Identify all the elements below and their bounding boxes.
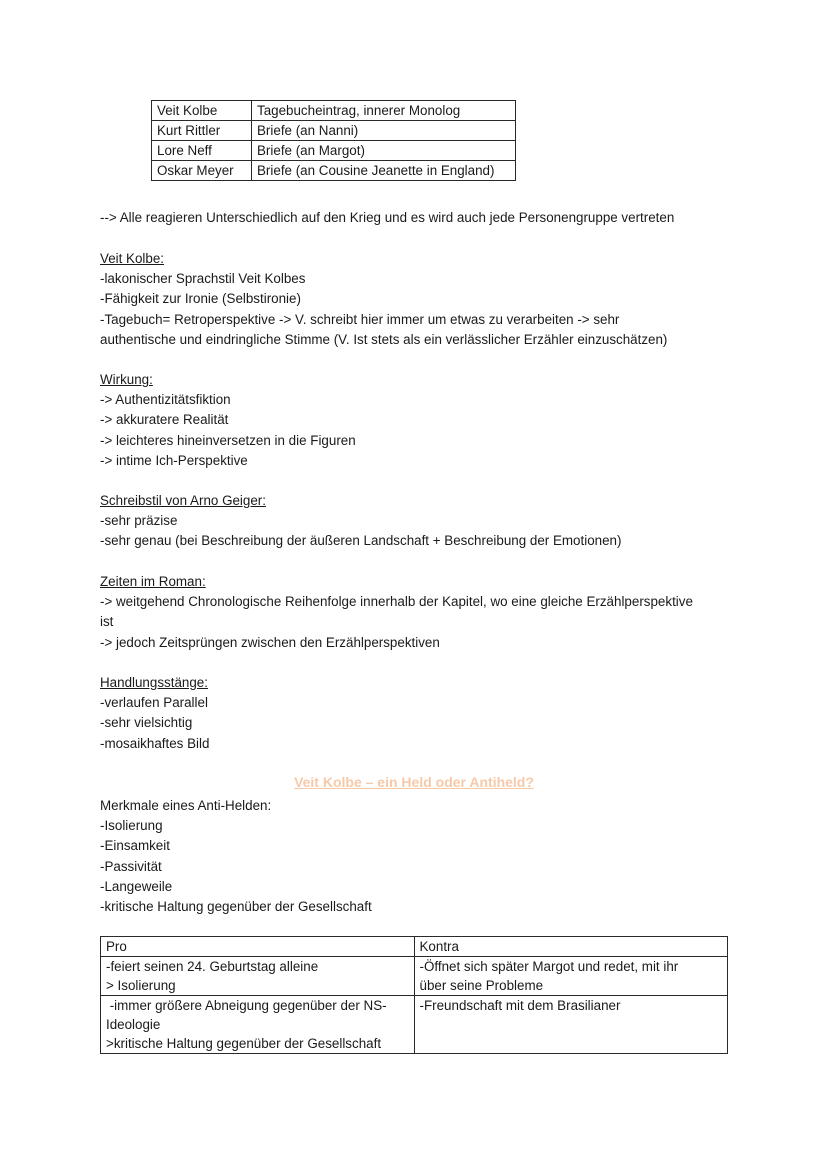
bullet-line: -> weitgehend Chronologische Reihenfolge innerhalb der Kapitel, wo eine gleiche Erzählperspektive xyxy=(100,594,693,610)
bullet-line: authentische und eindringliche Stimme (V. Ist stets als ein verlässlicher Erzähler einzuschätzen) xyxy=(100,331,668,347)
table-row xyxy=(101,996,728,1054)
kontra-cell xyxy=(414,996,728,1054)
section-heading: Handlungsstänge: xyxy=(100,675,208,690)
narration-type: Tagebucheintrag, innerer Monolog xyxy=(252,101,516,121)
cell-line: >kritische Haltung gegenüber der Gesellschaft xyxy=(106,1036,382,1051)
section-heading: Zeiten im Roman: xyxy=(100,574,206,589)
section-heading: Wirkung: xyxy=(100,372,153,387)
bullet-line: -> akkuratere Realität xyxy=(100,412,229,428)
cell-line: > Isolierung xyxy=(106,978,176,993)
summary-text: --> Alle reagieren Unterschiedlich auf den Krieg und es wird auch jede Personengruppe vertreten xyxy=(100,210,675,225)
bullet-line: -> jedoch Zeitsprüngen zwischen den Erzählperspektiven xyxy=(100,634,440,650)
bullet-line: -verlaufen Parallel xyxy=(100,695,208,711)
character-name: Oskar Meyer xyxy=(152,161,252,181)
bullet-line: -kritische Haltung gegenüber der Gesellschaft xyxy=(100,899,372,915)
bullet-line: -Isolierung xyxy=(100,818,163,834)
section-veit-kolbe xyxy=(100,249,740,350)
bullet-line: -Tagebuch= Retroperspektive -> V. schreibt hier immer um etwas zu verarbeiten -> sehr xyxy=(100,311,620,327)
bullet-line: -mosaikhaftes Bild xyxy=(100,735,210,751)
pro-cell xyxy=(101,957,415,996)
kontra-header: Kontra xyxy=(414,937,728,957)
pro-header: Pro xyxy=(101,937,415,957)
table-row xyxy=(152,101,516,121)
summary-line xyxy=(100,208,740,228)
bullet-line: -lakonischer Sprachstil Veit Kolbes xyxy=(100,271,306,287)
character-name: Kurt Rittler xyxy=(152,121,252,141)
bullet-line: -Einsamkeit xyxy=(100,838,170,854)
table-row xyxy=(101,957,728,996)
character-name: Veit Kolbe xyxy=(152,101,252,121)
table-header-row xyxy=(101,937,728,957)
cell-line: über seine Probleme xyxy=(419,978,544,993)
pro-cell xyxy=(101,996,415,1054)
bullet-line: -Langeweile xyxy=(100,878,173,894)
section-anti-held xyxy=(100,796,740,917)
narration-type: Briefe (an Cousine Jeanette in England) xyxy=(252,161,516,181)
section-wirkung xyxy=(100,370,740,471)
bullet-line: -> intime Ich-Perspektive xyxy=(100,452,248,468)
section-title: Veit Kolbe – ein Held oder Antiheld? xyxy=(294,774,534,790)
bullet-line: -Passivität xyxy=(100,858,162,874)
bullet-line: -Fähigkeit zur Ironie (Selbstironie) xyxy=(100,291,301,307)
cell-line: -Öffnet sich später Margot und redet, mit ihr xyxy=(419,959,679,974)
cell-line: -Freundschaft mit dem Brasilianer xyxy=(419,998,621,1013)
cell-line: Ideologie xyxy=(106,1017,161,1032)
section-schreibstil xyxy=(100,491,740,552)
table-row xyxy=(152,141,516,161)
narration-type: Briefe (an Margot) xyxy=(252,141,516,161)
narrator-table xyxy=(151,100,516,181)
section-handlung xyxy=(100,673,740,754)
section-heading: Veit Kolbe: xyxy=(100,251,165,266)
pro-kontra-table xyxy=(100,936,728,1054)
table-row xyxy=(152,121,516,141)
narration-type: Briefe (an Nanni) xyxy=(252,121,516,141)
bullet-line: -> leichteres hineinversetzen in die Figuren xyxy=(100,432,356,448)
cell-line: -immer größere Abneigung gegenüber der NS- xyxy=(106,998,387,1013)
table-row xyxy=(152,161,516,181)
character-name: Lore Neff xyxy=(152,141,252,161)
bullet-line: -sehr präzise xyxy=(100,513,178,529)
bullet-line: ist xyxy=(100,614,114,630)
bullet-line: -> Authentizitätsfiktion xyxy=(100,392,231,408)
section-zeiten xyxy=(100,572,740,653)
kontra-cell xyxy=(414,957,728,996)
section-heading: Merkmale eines Anti-Helden: xyxy=(100,798,272,813)
cell-line: -feiert seinen 24. Geburtstag alleine xyxy=(106,959,319,974)
section-heading: Schreibstil von Arno Geiger: xyxy=(100,493,266,508)
bullet-line: -sehr genau (bei Beschreibung der äußeren Landschaft + Beschreibung der Emotionen) xyxy=(100,533,622,549)
bullet-line: -sehr vielsichtig xyxy=(100,715,193,731)
